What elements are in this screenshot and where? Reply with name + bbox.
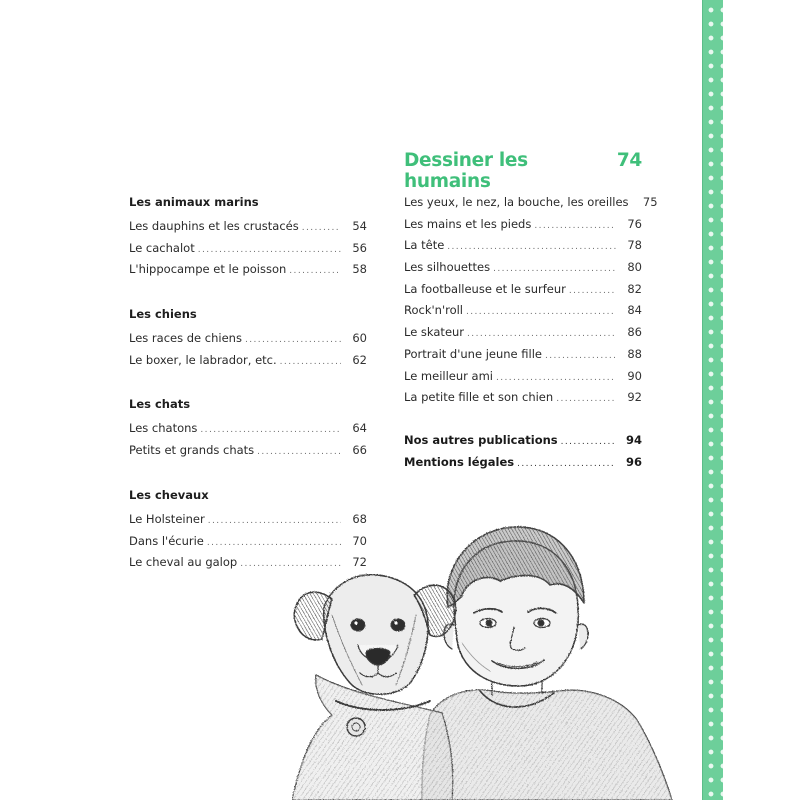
entry-page: 75 — [642, 195, 658, 209]
entry-label: Les mains et les pieds — [404, 216, 532, 231]
entry-page: 66 — [352, 443, 367, 458]
dot-leader — [545, 346, 616, 368]
dot-leader — [569, 281, 616, 303]
entry-label: Le Holsteiner — [129, 511, 205, 526]
entry-page: 76 — [627, 216, 642, 231]
entry-label: Le boxer, le labrador, etc. — [129, 352, 277, 367]
toc-entry[interactable] — [404, 366, 642, 388]
entry-page: 92 — [627, 390, 642, 405]
chapter-heading[interactable] — [404, 150, 642, 192]
entry-label: Petits et grands chats — [129, 443, 255, 458]
toc-entry[interactable] — [404, 192, 658, 214]
toc-entry-publications[interactable] — [404, 430, 642, 452]
toc-entry[interactable] — [129, 216, 367, 238]
entry-page: 80 — [627, 260, 642, 275]
toc-entry[interactable] — [129, 418, 367, 440]
toc-extra-entries — [404, 430, 642, 473]
boy-and-dog-pencil-drawing-icon — [292, 515, 732, 800]
dot-leader — [289, 261, 341, 283]
toc-entry[interactable] — [404, 279, 642, 301]
entry-page: 70 — [352, 533, 367, 548]
entry-label: La petite fille et son chien — [404, 390, 554, 405]
toc-section-chiens — [129, 306, 367, 371]
dot-leader — [302, 218, 341, 240]
entry-page: 94 — [625, 432, 642, 447]
toc-entry[interactable] — [404, 344, 642, 366]
toc-entry[interactable] — [129, 328, 367, 350]
dot-leader — [534, 216, 616, 238]
toc-entry[interactable] — [404, 387, 642, 409]
entry-label: La tête — [404, 238, 445, 253]
toc-right-column — [404, 150, 658, 473]
dot-leader — [200, 420, 341, 442]
section-title: Les chiens — [129, 307, 197, 322]
toc-section-animaux-marins — [129, 194, 367, 281]
entry-label: Le cheval au galop — [129, 555, 238, 570]
toc-entry[interactable] — [129, 440, 367, 462]
entry-page: 68 — [352, 511, 367, 526]
toc-entry[interactable] — [129, 238, 367, 260]
toc-entry[interactable] — [404, 235, 642, 257]
toc-entry[interactable] — [129, 350, 367, 372]
dot-leader — [467, 324, 616, 346]
dot-leader — [561, 432, 616, 454]
toc-entry[interactable] — [404, 322, 642, 344]
dot-leader — [556, 389, 616, 411]
entry-page: 72 — [352, 555, 367, 570]
entry-label: Rock'n'roll — [404, 303, 464, 318]
chapter-page: 74 — [616, 150, 642, 171]
entry-label: Les yeux, le nez, la bouche, les oreilles — [404, 195, 629, 209]
entry-label: Les races de chiens — [129, 331, 242, 346]
entry-page: 58 — [352, 262, 367, 277]
dot-leader — [447, 237, 616, 259]
entry-label: La footballeuse et le surfeur — [404, 281, 566, 296]
entry-page: 84 — [627, 303, 642, 318]
entry-page: 56 — [352, 240, 367, 255]
entry-label: L'hippocampe et le poisson — [129, 262, 287, 277]
toc-entry-mentions[interactable] — [404, 452, 642, 474]
toc-section-chats — [129, 396, 367, 461]
entry-page: 54 — [352, 219, 367, 233]
entry-page: 96 — [625, 454, 642, 469]
dot-leader — [466, 302, 616, 324]
toc-entry[interactable] — [129, 259, 367, 281]
entry-label: Le skateur — [404, 325, 465, 340]
dot-leader — [496, 368, 616, 390]
entry-label: Nos autres publications — [404, 432, 558, 447]
dot-leader — [493, 259, 616, 281]
entry-page: 90 — [627, 368, 642, 383]
entry-page: 86 — [627, 325, 642, 340]
entry-label: Le cachalot — [129, 240, 195, 255]
entry-label: Les dauphins et les crustacés — [129, 219, 299, 233]
entry-label: Les chatons — [129, 421, 198, 436]
entry-label: Les silhouettes — [404, 260, 491, 275]
entry-page: 64 — [352, 421, 367, 436]
entry-label: Portrait d'une jeune fille — [404, 346, 542, 361]
dot-leader — [245, 330, 341, 352]
entry-page: 60 — [352, 331, 367, 346]
entry-label: Le meilleur ami — [404, 368, 493, 383]
chapter-title: Dessiner les humains — [404, 150, 528, 192]
toc-entry[interactable] — [404, 214, 642, 236]
section-title: Les chevaux — [129, 487, 209, 502]
dot-leader — [257, 442, 341, 464]
section-title: Les chats — [129, 397, 191, 412]
entry-label: Mentions légales — [404, 454, 515, 469]
section-title: Les animaux marins — [129, 195, 259, 209]
entry-label: Dans l'écurie — [129, 533, 204, 548]
entry-page: 78 — [627, 238, 642, 253]
dot-leader — [280, 352, 341, 374]
toc-entry[interactable] — [404, 257, 642, 279]
entry-page: 62 — [352, 352, 367, 367]
toc-entry[interactable] — [404, 300, 642, 322]
entry-page: 88 — [627, 346, 642, 361]
dot-leader — [198, 240, 341, 262]
dot-leader — [517, 454, 616, 476]
entry-page: 82 — [627, 281, 642, 296]
